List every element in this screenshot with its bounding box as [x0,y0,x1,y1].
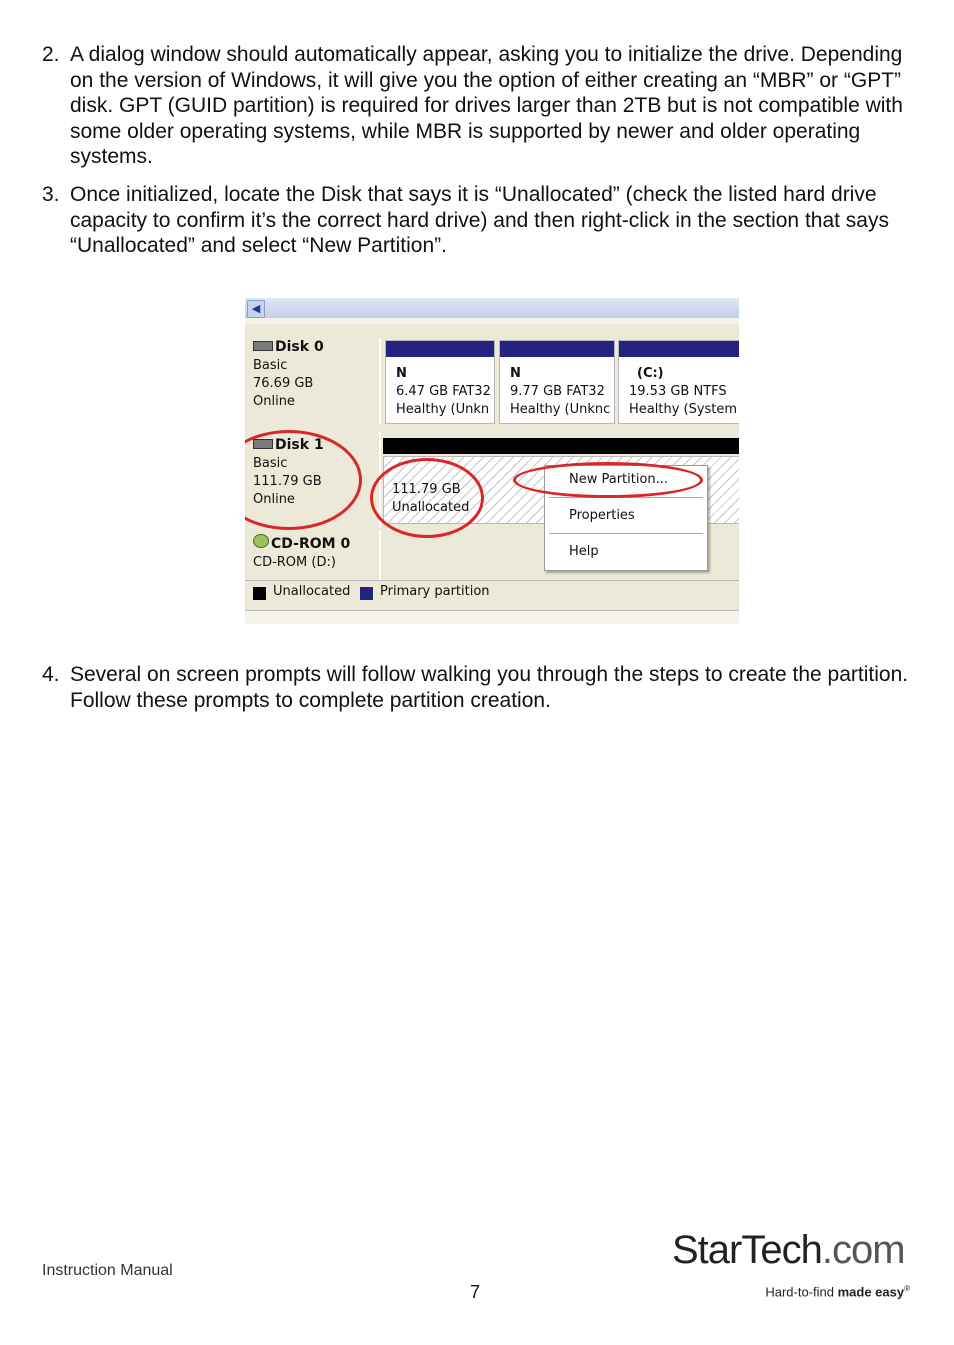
footer-manual-label: Instruction Manual [42,1262,173,1279]
volume-status: Healthy (Unknc [510,402,611,417]
step-number: 2. [42,43,60,66]
disk-drive-icon [253,341,273,351]
tagline-a: Hard-to-find [765,1284,838,1300]
volume-label: N [396,366,407,381]
volume-status: Healthy (Unkn [396,402,490,417]
disk-size: 76.69 GB [253,376,314,391]
volume-c[interactable] [618,340,739,424]
step-number: 3. [42,183,60,206]
step-text: A dialog window should automatically appear, asking you to initialize the drive. Depending on the version of Windows, it will give you the option of either creating an “MBR” or “GPT” disk. GPT (GUID partition) is required for drives larger than 2TB but is not compatible with some older operating systems, while MBR is supported by newer and older operating systems. [70,43,903,168]
brand-name: StarTech [672,1228,822,1272]
highlight-oval-unallocated [370,458,484,538]
menu-item-new-partition[interactable]: New Partition... [569,472,669,487]
cdrom-drive: CD-ROM (D:) [253,555,336,570]
primary-partition-bar [500,341,614,357]
page-number: 7 [470,1282,481,1302]
volume-label: (C:) [637,366,664,381]
cdrom-icon [253,534,269,548]
tagline-b: made easy [837,1284,905,1300]
disk-type: Basic [253,456,288,471]
step-number: 4. [42,663,60,686]
disk-status: Online [253,394,295,409]
menu-item-properties[interactable]: Properties [569,508,635,523]
unallocated-bar [383,438,739,454]
disk-management-screenshot [245,298,739,624]
disk-status: Online [253,492,295,507]
cdrom-label[interactable] [253,534,379,580]
disk-name: Disk 1 [275,437,324,453]
tagline-c: ® [904,1284,910,1293]
startech-logo [668,1228,914,1308]
volume-size: 9.77 GB FAT32 [510,384,605,399]
scroll-left-icon[interactable]: ◀ [247,300,265,318]
step-text: Several on screen prompts will follow walking you through the steps to create the partition. Follow these prompts to complete partition creation. [70,663,909,712]
disk-type: Basic [253,358,288,373]
cdrom-name: CD-ROM 0 [271,536,351,552]
volume-n-1[interactable] [385,340,495,424]
step-2 [42,42,922,170]
unallocated-size: 111.79 GB [392,482,461,497]
volume-status: Healthy (System [629,402,738,417]
step-3 [42,182,922,259]
legend-primary-label: Primary partition [380,584,490,599]
brand-domain: .com [821,1228,905,1272]
step-text: Once initialized, locate the Disk that says it is “Unallocated” (check the listed hard drive capacity to confirm it’s the correct hard drive) and then right-click in the section that says “Unallocated” and select “New Partition”. [70,183,889,257]
legend-unallocated-swatch [253,587,266,600]
scrollbar[interactable] [245,298,739,319]
legend-primary-swatch [360,587,373,600]
disk-0-label[interactable] [253,338,379,422]
primary-partition-bar [619,341,739,357]
volume-size: 19.53 GB NTFS [629,384,727,399]
primary-partition-bar [386,341,494,357]
highlight-oval-new-partition [513,462,703,498]
volume-label: N [510,366,521,381]
disk-name: Disk 0 [275,339,324,355]
menu-item-help[interactable]: Help [569,544,599,559]
step-4 [42,662,922,713]
volume-size: 6.47 GB FAT32 [396,384,491,399]
disk-size: 111.79 GB [253,474,322,489]
volume-n-2[interactable] [499,340,615,424]
unallocated-label: Unallocated [392,500,470,515]
legend-unallocated-label: Unallocated [273,584,351,599]
